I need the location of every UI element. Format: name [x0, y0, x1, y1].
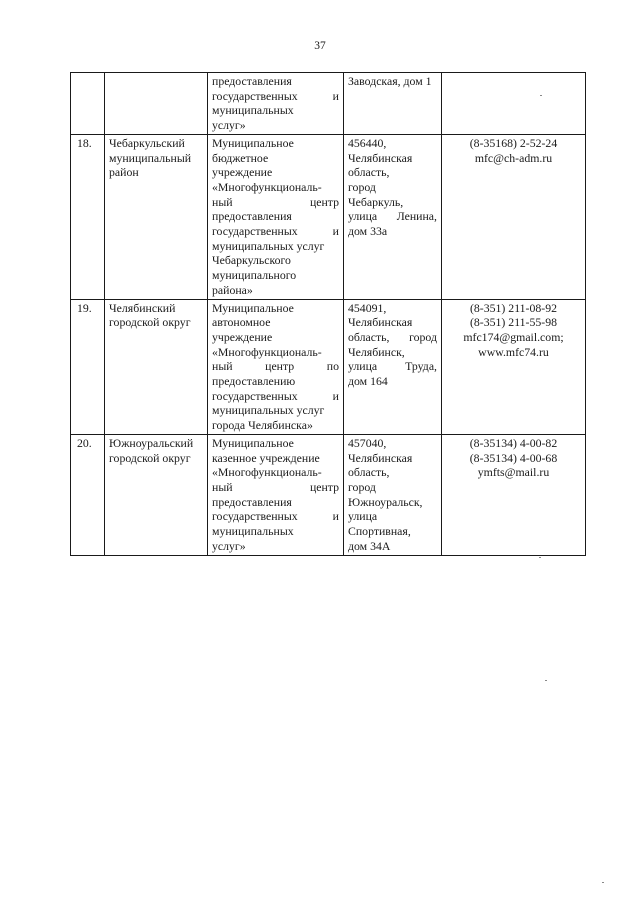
district-line: район — [109, 165, 139, 180]
district-cell — [105, 134, 208, 299]
district-line: городской округ — [109, 450, 191, 465]
district-line: муниципальный — [109, 150, 192, 165]
organization-line: казенное учреждение — [212, 450, 320, 465]
address-line: Южноуральск, — [348, 494, 423, 509]
organization-line: города Челябинска» — [212, 418, 313, 433]
district-cell — [105, 434, 208, 555]
organization-line: услуг» — [212, 118, 246, 133]
address-line: 457040, — [348, 435, 387, 450]
address-cell — [344, 73, 442, 135]
address-line: дом 34А — [348, 538, 391, 553]
organization-line: услуг» — [212, 538, 246, 553]
address-line: область, — [348, 165, 390, 180]
table-row — [71, 299, 586, 434]
page-number: 37 — [314, 40, 326, 52]
contacts-cell — [442, 73, 586, 135]
district-line: Челябинский — [109, 300, 176, 315]
organization-line: бюджетное — [212, 150, 269, 165]
contact-line: (8-35134) 4-00-68 — [469, 450, 558, 465]
district-line: городской округ — [109, 315, 191, 330]
scan-speck — [540, 95, 542, 96]
contact-line: (8-351) 211-08-92 — [469, 300, 558, 315]
organization-line: ный центр по — [212, 359, 339, 374]
address-cell — [344, 134, 442, 299]
organization-cell — [208, 434, 344, 555]
scan-speck — [539, 557, 541, 558]
row-number: 19. — [71, 299, 105, 434]
contact-line: www.mfc74.ru — [478, 344, 549, 359]
address-line: Чебаркуль, — [348, 194, 404, 209]
organization-line: муниципальных — [212, 524, 294, 539]
address-line: 454091, — [348, 300, 387, 315]
row-number — [71, 73, 105, 135]
address-cell — [344, 299, 442, 434]
contact-line: ymfts@mail.ru — [477, 465, 550, 480]
address-line: Спортивная, — [348, 524, 411, 539]
mfc-table — [70, 72, 586, 556]
address-line: область, — [348, 465, 390, 480]
organization-line: Муниципальное — [212, 135, 294, 150]
organization-line: учреждение — [212, 329, 273, 344]
address-line: Челябинская — [348, 450, 413, 465]
table-row — [71, 73, 586, 135]
organization-line: Чебаркульского — [212, 253, 291, 268]
address-cell — [344, 434, 442, 555]
address-line: дом 33а — [348, 224, 388, 239]
organization-line: района» — [212, 282, 253, 297]
table-body — [71, 73, 586, 556]
organization-line: «Многофункциональ- — [212, 344, 322, 359]
address-line: область, город — [348, 329, 437, 344]
contact-line: (8-35134) 4-00-82 — [469, 435, 558, 450]
organization-line: муниципальных услуг — [212, 238, 325, 253]
address-line: улица — [348, 509, 378, 524]
organization-line: муниципального — [212, 268, 297, 283]
contacts-cell — [442, 434, 586, 555]
district-line: Южноуральский — [109, 435, 194, 450]
organization-line: муниципальных — [212, 103, 294, 118]
organization-line: предоставления — [212, 74, 292, 88]
organization-line: Муниципальное — [212, 300, 294, 315]
address-line: Челябинская — [348, 150, 413, 165]
organization-line: муниципальных услуг — [212, 403, 325, 418]
table-row — [71, 134, 586, 299]
address-line: город — [348, 179, 376, 194]
organization-line: государственных и — [212, 509, 339, 524]
organization-line: предоставления — [212, 209, 292, 224]
address-line: Челябинская — [348, 315, 413, 330]
contact-line: mfc174@gmail.com; — [463, 329, 564, 344]
organization-line: Муниципальное — [212, 435, 294, 450]
scan-speck — [602, 882, 604, 883]
organization-cell — [208, 299, 344, 434]
row-number: 18. — [71, 134, 105, 299]
organization-line: «Многофункциональ- — [212, 465, 322, 480]
address-line: улица Труда, — [348, 359, 437, 374]
contact-line: (8-351) 211-55-98 — [469, 315, 558, 330]
district-cell — [105, 299, 208, 434]
organization-line: государственных и — [212, 224, 339, 239]
contacts-cell — [442, 134, 586, 299]
organization-line: ный центр — [212, 194, 339, 209]
address-line: Челябинск, — [348, 344, 405, 359]
scan-speck — [545, 680, 547, 681]
organization-cell — [208, 73, 344, 135]
address-line: Заводская, дом 1 — [348, 74, 432, 88]
address-line: улица Ленина, — [348, 209, 437, 224]
table-row — [71, 434, 586, 555]
organization-line: государственных и — [212, 88, 339, 103]
contacts-cell — [442, 299, 586, 434]
address-line: 456440, — [348, 135, 387, 150]
contact-line: (8-35168) 2-52-24 — [469, 135, 558, 150]
organization-line: ный центр — [212, 479, 339, 494]
contact-line: mfc@ch-adm.ru — [474, 150, 553, 165]
organization-line: автономное — [212, 315, 271, 330]
organization-line: предоставлению — [212, 374, 296, 389]
organization-line: «Многофункциональ- — [212, 179, 322, 194]
organization-cell — [208, 134, 344, 299]
district-line: Чебаркульский — [109, 135, 185, 150]
address-line: дом 164 — [348, 374, 388, 389]
address-line: город — [348, 479, 376, 494]
row-number: 20. — [71, 434, 105, 555]
district-cell — [105, 73, 208, 135]
organization-line: предоставления — [212, 494, 292, 509]
organization-line: государственных и — [212, 388, 339, 403]
organization-line: учреждение — [212, 165, 273, 180]
